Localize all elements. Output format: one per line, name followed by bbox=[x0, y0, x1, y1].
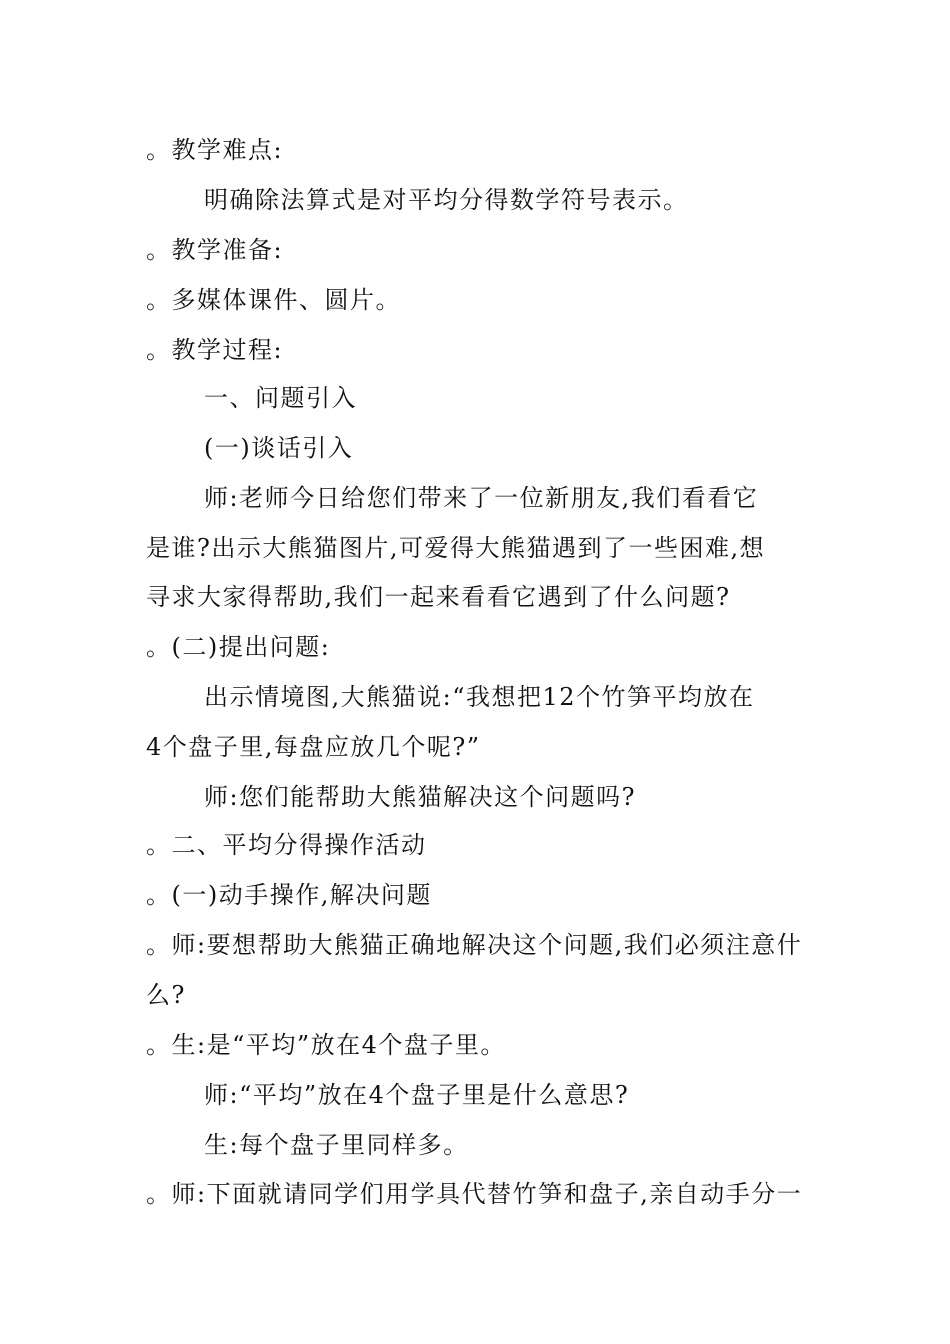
paragraph-line: 。多媒体课件、圆片。 bbox=[146, 286, 401, 314]
subsection-heading: 。(二)提出问题: bbox=[146, 633, 331, 661]
heading-teaching-preparation: 。教学准备: bbox=[146, 236, 284, 264]
paragraph-line: 。师:下面就请同学们用学具代替竹笋和盘子,亲自动手分一 bbox=[146, 1180, 803, 1208]
paragraph-line: 寻求大家得帮助,我们一起来看看它遇到了什么问题? bbox=[146, 583, 731, 611]
heading-teaching-difficulty: 。教学难点: bbox=[146, 136, 284, 164]
paragraph-line: 师:老师今日给您们带来了一位新朋友,我们看看它 bbox=[204, 484, 759, 512]
paragraph-line: 是谁?出示大熊猫图片,可爱得大熊猫遇到了一些困难,想 bbox=[146, 534, 766, 562]
paragraph-line: 。生:是“平均”放在4个盘子里。 bbox=[146, 1031, 506, 1059]
section-heading: 一、问题引入 bbox=[204, 384, 357, 412]
paragraph-line: 生:每个盘子里同样多。 bbox=[204, 1131, 469, 1159]
paragraph-line: 明确除法算式是对平均分得数学符号表示。 bbox=[204, 186, 689, 214]
heading-teaching-process: 。教学过程: bbox=[146, 336, 284, 364]
paragraph-line: 。师:要想帮助大熊猫正确地解决这个问题,我们必须注意什 bbox=[146, 931, 803, 959]
paragraph-line: 师:您们能帮助大熊猫解决这个问题吗? bbox=[204, 783, 636, 811]
paragraph-line: 出示情境图,大熊猫说:“我想把12个竹笋平均放在 bbox=[204, 683, 755, 711]
section-heading: 。二、平均分得操作活动 bbox=[146, 831, 427, 859]
subsection-heading: 。(一)动手操作,解决问题 bbox=[146, 881, 432, 909]
paragraph-line: 4个盘子里,每盘应放几个呢?” bbox=[146, 733, 481, 761]
subsection-heading: (一)谈话引入 bbox=[204, 434, 354, 462]
paragraph-line: 么? bbox=[146, 981, 186, 1009]
paragraph-line: 师:“平均”放在4个盘子里是什么意思? bbox=[204, 1081, 630, 1109]
